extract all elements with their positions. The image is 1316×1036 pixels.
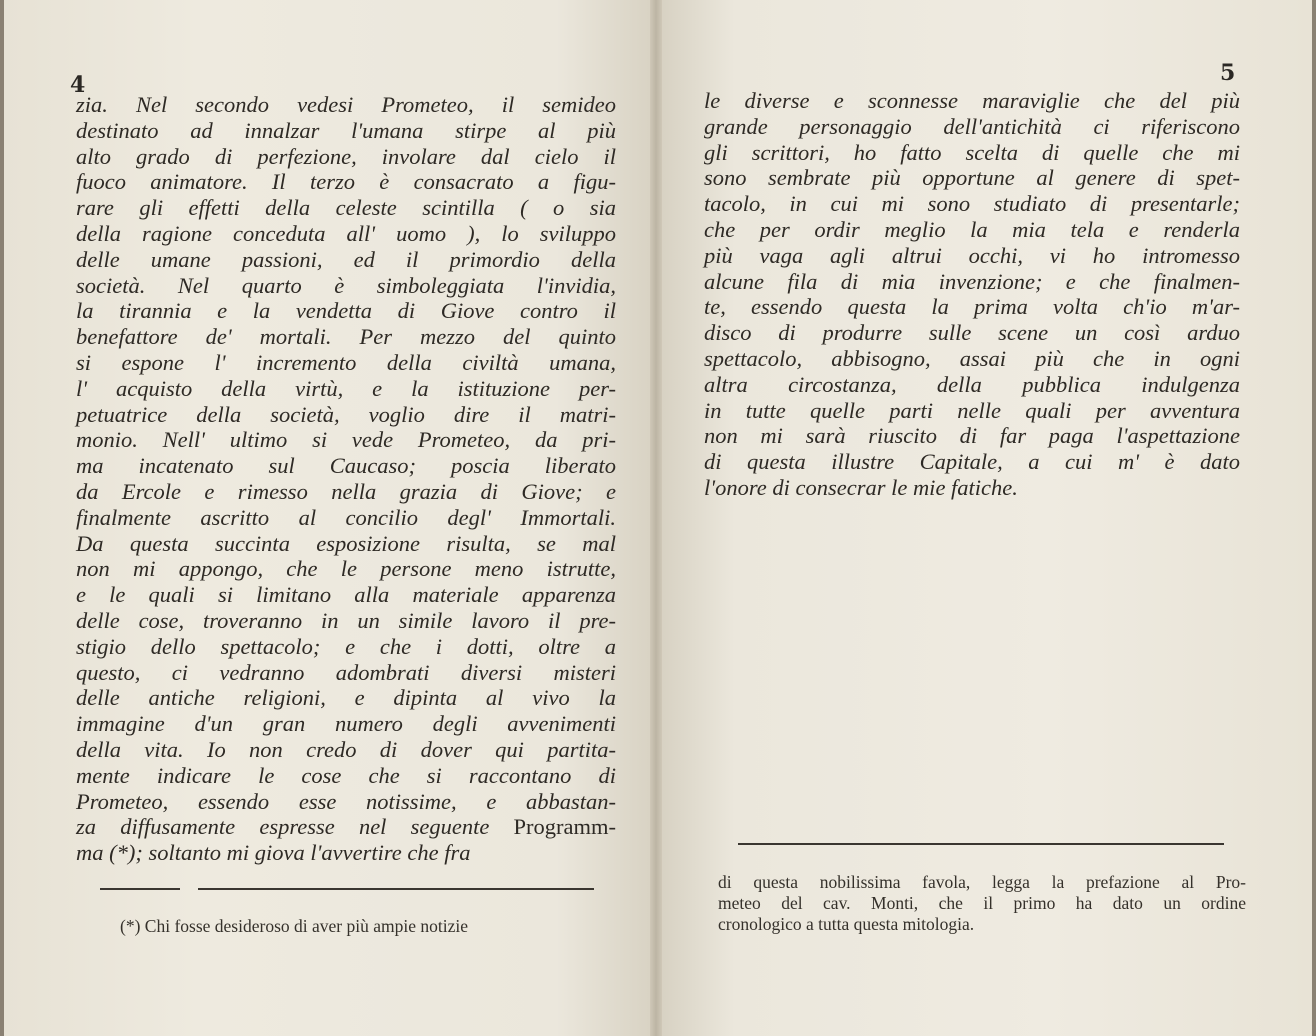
text-line: te, essendo questa la prima volta ch'io m'ar- <box>704 294 1240 320</box>
right-body-text <box>704 88 1240 501</box>
text-line: finalmente ascritto al concilio degl' Immortali. <box>76 504 616 530</box>
text-line: della vita. Io non credo di dover qui partita- <box>76 736 616 762</box>
page-number-right: 5 <box>1220 60 1236 86</box>
right-footnote <box>718 872 1246 935</box>
footnote-line: (*) Chi fosse desideroso di aver più ampie notizie <box>120 916 468 936</box>
text-line: delle antiche religioni, e dipinta al vivo la <box>76 685 616 711</box>
text-line: monio. Nell' ultimo si vede Prometeo, da pri- <box>76 427 616 453</box>
text-line-part: za diffusamente espresse nel seguente <box>76 814 490 840</box>
text-line: zia. Nel secondo vedesi Prometeo, il semideo <box>76 92 616 117</box>
text-line: non mi sarà riuscito di far paga l'aspettazione <box>704 423 1240 449</box>
text-line: destinato ad innalzar l'umana stirpe al più <box>76 117 616 143</box>
footnote-rule <box>738 843 1224 845</box>
text-line: alcune fila di mia invenzione; e che finalmen- <box>704 268 1240 294</box>
text-line: stigio dello spettacolo; e che i dotti, oltre a <box>76 633 616 659</box>
text-line: società. Nel quarto è simboleggiata l'invidia, <box>76 272 616 298</box>
text-line: gli scrittori, ho fatto scelta di quelle che mi <box>704 139 1240 165</box>
text-line: di questa illustre Capitale, a cui m' è dato <box>704 449 1240 475</box>
text-line: e le quali si limitano alla materiale apparenza <box>76 582 616 608</box>
text-line: si espone l' incremento della civiltà umana, <box>76 349 616 375</box>
text-line: in tutte quelle parti nelle quali per avventura <box>704 397 1240 423</box>
text-line: rare gli effetti della celeste scintilla ( o sia <box>76 195 616 221</box>
left-edge <box>0 0 4 1036</box>
text-line: la tirannia e la vendetta di Giove contro il <box>76 298 616 324</box>
text-line-with-roman <box>76 814 616 840</box>
text-line: l' acquisto della virtù, e la istituzione per- <box>76 375 616 401</box>
text-line: spettacolo, abbisogno, assai più che in ogni <box>704 345 1240 371</box>
text-line: delle umane passioni, ed il primordio della <box>76 246 616 272</box>
text-line: immagine d'un gran numero degli avvenimenti <box>76 711 616 737</box>
text-line: disco di produrre sulle scene un così arduo <box>704 320 1240 346</box>
text-line: petuatrice della società, voglio dire il matri- <box>76 401 616 427</box>
text-line: l'onore di consecrar le mie fatiche. <box>704 474 1018 500</box>
text-line: della ragione conceduta all' uomo ), lo sviluppo <box>76 220 616 246</box>
footnote-line: cronologico a tutta questa mitologia. <box>718 914 975 934</box>
text-line: benefattore de' mortali. Per mezzo del quinto <box>76 324 616 350</box>
text-line: questo, ci vedranno adombrati diversi misteri <box>76 659 616 685</box>
text-line: delle cose, troveranno in un simile lavoro il pre- <box>76 607 616 633</box>
footnote-line: di questa nobilissima favola, legga la prefazione al Pro- <box>718 872 1246 892</box>
text-line: da Ercole e rimesso nella grazia di Giove; e <box>76 478 616 504</box>
text-line: tacolo, in cui mi sono studiato di presentarle; <box>704 191 1240 217</box>
left-body-text <box>76 92 616 866</box>
text-line: non mi appongo, che le persone meno istrutte, <box>76 556 616 582</box>
text-line: sono sembrate più opportune al genere di spet- <box>704 165 1240 191</box>
text-line: Prometeo, essendo esse notissime, e abbastan- <box>76 788 616 814</box>
text-line: più vaga agli altrui occhi, vi ho intromesso <box>704 242 1240 268</box>
footnote-rule-short <box>100 888 180 890</box>
book-gutter <box>650 0 662 1036</box>
text-line: fuoco animatore. Il terzo è consacrato a figu- <box>76 169 616 195</box>
text-line: altra circostanza, della pubblica indulgenza <box>704 371 1240 397</box>
left-footnote <box>120 916 616 937</box>
right-edge <box>1312 0 1316 1036</box>
page-number-left: 4 <box>70 72 86 98</box>
footnote-rule <box>198 888 594 890</box>
footnote-line: meteo del cav. Monti, che il primo ha dato un ordine <box>718 893 1246 913</box>
text-line: Da questa succinta esposizione risulta, se mal <box>76 530 616 556</box>
text-line: grande personaggio dell'antichità ci riferiscono <box>704 113 1240 139</box>
text-line: che per ordir meglio la mia tela e renderla <box>704 216 1240 242</box>
text-line: le diverse e sconnesse maraviglie che del più <box>704 88 1240 113</box>
roman-word: Programm- <box>513 814 617 840</box>
text-line: mente indicare le cose che si raccontano di <box>76 762 616 788</box>
text-line: ma (*); soltanto mi giova l'avvertire che fra <box>76 840 471 866</box>
text-line: ma incatenato sul Caucaso; poscia liberato <box>76 453 616 479</box>
text-line: alto grado di perfezione, involare dal cielo il <box>76 143 616 169</box>
